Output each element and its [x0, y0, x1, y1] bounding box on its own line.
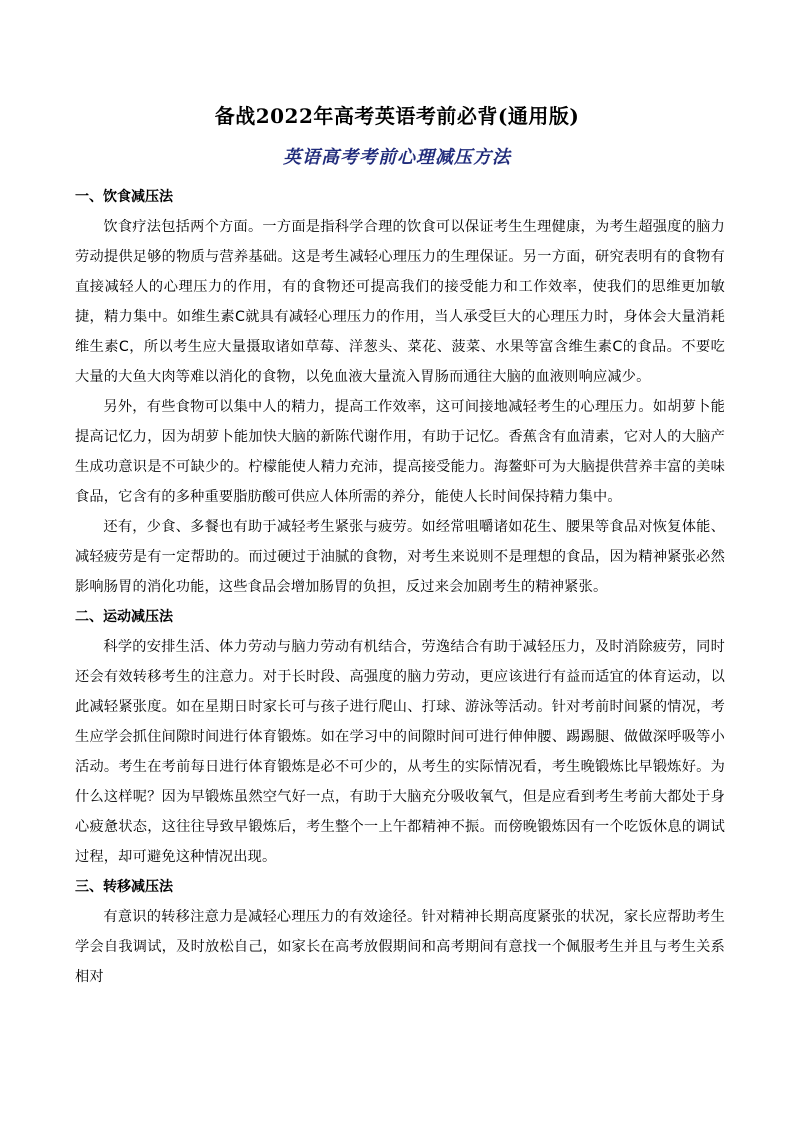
section-distraction	[75, 872, 725, 992]
section-heading: 一、饮食减压法	[75, 189, 173, 205]
section-heading: 三、转移减压法	[75, 879, 173, 895]
paragraph: 还有，少食、多餐也有助于减轻考生紧张与疲劳。如经常咀嚼诸如花生、腰果等食品对恢复体能、减轻疲劳是有一定帮助的。而过硬过于油腻的食物，对考生来说则不是理想的食品，因为精神紧张必然影响肠胃的消化功能，这些食品会增加肠胃的负担，反过来会加剧考生的精神紧张。	[75, 519, 725, 595]
section-exercise	[75, 602, 725, 872]
paragraph: 另外，有些食物可以集中人的精力，提高工作效率，这可间接地减轻考生的心理压力。如胡萝卜能提高记忆力，因为胡萝卜能加快大脑的新陈代谢作用，有助于记忆。香蕉含有血清素，它对人的大脑产生成功意识是不可缺少的。柠檬能使人精力充沛，提高接受能力。海鳌虾可为大脑提供营养丰富的美味食品，它含有的多种重要脂肪酸可供应人体所需的养分，能使人长时间保持精力集中。	[75, 399, 725, 505]
paragraph: 饮食疗法包括两个方面。一方面是指科学合理的饮食可以保证考生生理健康，为考生超强度的脑力劳动提供足够的物质与营养基础。这是考生减轻心理压力的生理保证。另一方面，研究表明有的食物有直接减轻人的心理压力的作用，有的食物还可提高我们的接受能力和工作效率，使我们的思维更加敏捷，精力集中。如维生素C就具有减轻心理压力的作用，当人承受巨大的心理压力时，身体会大量消耗维生素C，所以考生应大量摄取诸如草莓、洋葱头、菜花、菠菜、水果等富含维生素C的食品。不要吃大量的大鱼大肉等难以消化的食物，以免血液大量流入胃肠而通往大脑的血液则响应减少。	[75, 219, 725, 385]
document-title: 备战2022年高考英语考前必背(通用版)	[214, 104, 580, 128]
section-diet	[75, 182, 725, 602]
document-body	[75, 182, 725, 992]
section-heading: 二、运动减压法	[75, 609, 173, 625]
paragraph: 科学的安排生活、体力劳动与脑力劳动有机结合，劳逸结合有助于减轻压力，及时消除疲劳，同时还会有效转移考生的注意力。对于长时段、高强度的脑力劳动，更应该进行有益而适宜的体育运动，以此减轻紧张度。如在星期日时家长可与孩子进行爬山、打球、游泳等活动。针对考前时间紧的情况，考生应学会抓住间隙时间进行体育锻炼。如在学习中的间隙时间可进行伸伸腰、踢踢腿、做做深呼吸等小活动。考生在考前每日进行体育锻炼是必不可少的，从考生的实际情况看，考生晚锻炼比早锻炼好。为什么这样呢？因为早锻炼虽然空气好一点，有助于大脑充分吸收氧气，但是应看到考生考前大都处于身心疲惫状态，这往往导致早锻炼后，考生整个一上午都精神不振。而傍晚锻炼因有一个吃饭休息的调试过程，却可避免这种情况出现。	[75, 639, 725, 865]
paragraph: 有意识的转移注意力是减轻心理压力的有效途径。针对精神长期高度紧张的状况，家长应帮助考生学会自我调试，及时放松自己，如家长在高考放假期间和高考期间有意找一个佩服考生并且与考生关系相对	[75, 909, 725, 985]
document-subtitle: 英语高考考前心理减压方法	[283, 147, 511, 168]
